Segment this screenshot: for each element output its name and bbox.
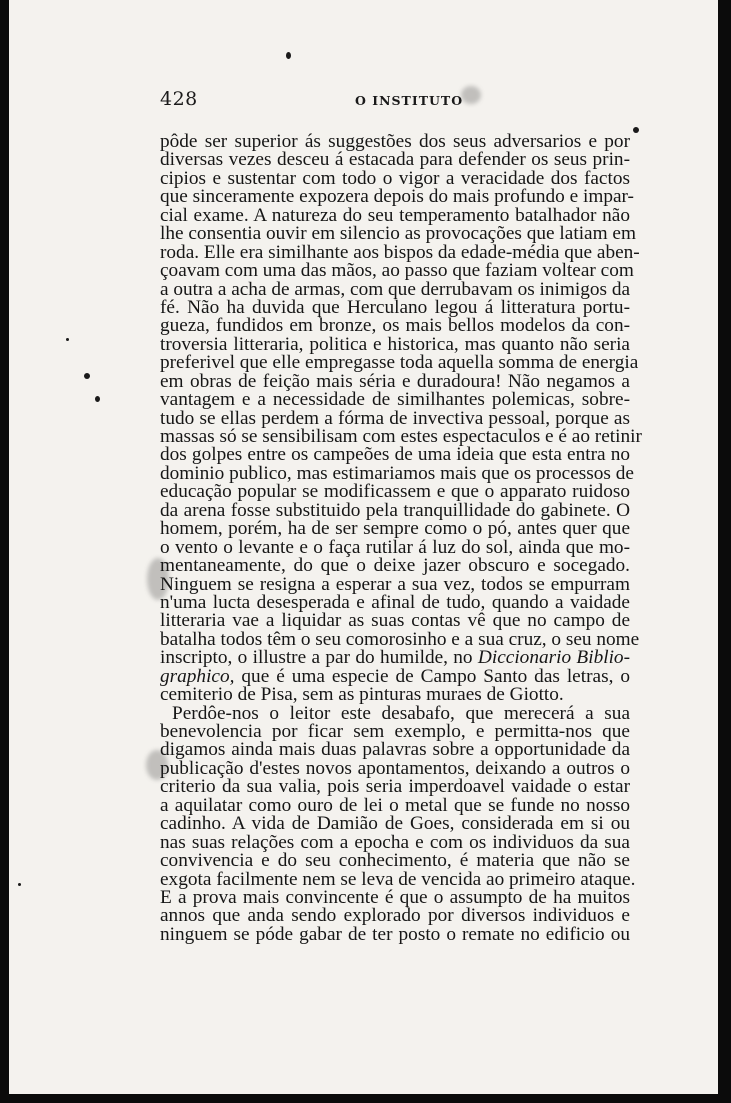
body-text	[160, 131, 642, 945]
text-segment: inscripto, o illustre a par do humilde, no	[160, 647, 473, 669]
text-line: vantagem e a necessidade de similhantes polemicas, sobre-	[160, 389, 630, 411]
page-number: 428	[160, 88, 198, 110]
text-line: diversas vezes desceu á estacada para defender os seus prin-	[160, 149, 630, 171]
text-line: çoavam com uma das mãos, ao passo que faziam voltear com	[160, 260, 634, 282]
text-line: gueza, fundidos em bronze, os mais bellos modelos da con-	[160, 315, 630, 337]
text-line: mentaneamente, do que o deixe jazer obscuro e socegado.	[160, 555, 630, 577]
text-line: litteraria vae a liquidar as suas contas vê que no campo de	[160, 610, 630, 632]
text-line: ninguem se póde gabar de ter posto o remate no edificio ou	[160, 923, 630, 945]
text-line: convivencia e do seu conhecimento, é materia que não se	[160, 850, 630, 872]
text-line: a aquilatar como ouro de lei o metal que se funde no nosso	[160, 794, 630, 816]
text-line: troversia litteraria, politica e historica, mas quanto não seria	[160, 333, 630, 355]
text-line: a outra a acha de armas, com que derrubavam os inimigos da	[160, 278, 631, 300]
ink-speck	[633, 127, 639, 133]
running-head: O INSTITUTO	[355, 93, 464, 108]
text-line: roda. Elle era similhante aos bispos da edade-média que aben-	[160, 241, 640, 263]
page-header	[160, 88, 630, 118]
text-line: lhe consentia ouvir em silencio as provocações que latiam em	[160, 223, 636, 245]
ink-speck	[286, 52, 291, 59]
scan-border-right	[718, 0, 731, 1103]
text-line: Ninguem se resigna a esperar a sua vez, todos se empurram	[160, 573, 630, 595]
text-line: n'uma lucta desesperada e afinal de tudo, quando a vaidade	[160, 591, 630, 613]
scan-border-left	[0, 0, 9, 1103]
text-line: da arena fosse substituido pela tranquillidade do gabinete. O	[160, 499, 630, 521]
text-line: que sinceramente expozera depois do mais profundo e impar-	[160, 186, 634, 208]
text-line: E a prova mais convincente é que o assumpto de ha muitos	[160, 886, 630, 908]
ink-speck	[95, 396, 100, 402]
text-line: fé. Não ha duvida que Herculano legou á litteratura portu-	[160, 296, 630, 318]
ink-speck	[84, 373, 90, 379]
text-segment: que é uma especie de Campo Santo das letras, o	[241, 665, 630, 687]
text-line: digamos ainda mais duas palavras sobre a opportunidade da	[160, 739, 630, 761]
italic-title: Diccionario Biblio-	[477, 647, 630, 669]
text-line: preferivel que elle empregasse toda aquella somma de energia	[160, 352, 639, 374]
text-line: Perdôe-nos o leitor este desabafo, que merecerá a sua	[172, 702, 630, 724]
text-line: exgota facilmente nem se leva de vencida ao primeiro ataque.	[160, 868, 636, 890]
text-line: batalha todos têm o seu comorosinho e a sua cruz, o seu nome	[160, 628, 640, 650]
text-line: cadinho. A vida de Damião de Goes, considerada em si ou	[160, 813, 630, 835]
text-line: benevolencia por ficar sem exemplo, e permitta-nos que	[160, 721, 630, 742]
text-line: tudo se ellas perdem a fórma de invectiva pessoal, porque as	[160, 407, 630, 429]
scan-border-bottom	[0, 1094, 731, 1103]
text-line: pôde ser superior ás suggestões dos seus adversarios e por	[160, 131, 630, 152]
text-line: em obras de feição mais séria e duradoura! Não negamos a	[160, 370, 630, 392]
text-line: cipios e sustentar com todo o vigor a veracidade dos factos	[160, 167, 630, 189]
text-line: criterio da sua valia, pois seria imperdoavel vaidade o estar	[160, 776, 630, 798]
text-line: cial exame. A natureza do seu temperamento batalhador não	[160, 204, 630, 226]
ink-speck	[18, 883, 21, 886]
text-line: cemiterio de Pisa, sem as pinturas muraes de Giotto.	[160, 684, 564, 706]
text-line: publicação d'estes novos apontamentos, deixando a outros o	[160, 757, 630, 779]
text-line: educação popular se modificassem e que o apparato ruidoso	[160, 481, 630, 503]
text-line: dos golpes entre os campeões de uma ideia que esta entra no	[160, 444, 630, 466]
text-line: nas suas relações com a epocha e com os individuos da sua	[160, 831, 630, 853]
text-line: o vento o levante e o faça rutilar á luz do sol, ainda que mo-	[160, 536, 630, 558]
ink-speck	[66, 338, 69, 341]
italic-title: graphico,	[160, 665, 235, 687]
text-line: annos que anda sendo explorado por diversos individuos e	[160, 905, 630, 927]
text-line: homem, porém, ha de ser sempre como o pó, antes quer que	[160, 518, 630, 540]
text-line: dominio publico, mas estimariamos mais que os processos de	[160, 462, 634, 484]
text-line: massas só se sensibilisam com estes espectaculos e é ao retinir	[160, 426, 642, 447]
